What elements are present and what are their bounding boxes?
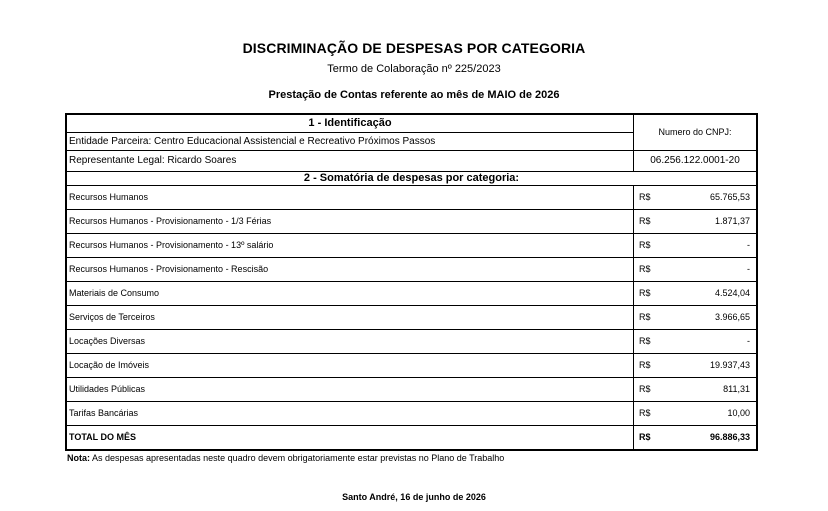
currency-symbol: R$ [639, 336, 651, 346]
identification-header: 1 - Identificação [66, 114, 634, 132]
expense-row [66, 353, 757, 377]
expense-category: Locação de Imóveis [66, 353, 634, 377]
expense-rows [66, 185, 757, 425]
expenses-table [65, 113, 758, 451]
document-title: DISCRIMINAÇÃO DE DESPESAS POR CATEGORIA [242, 40, 586, 56]
expense-amount-cell [634, 185, 758, 209]
expense-amount-cell [634, 209, 758, 233]
expense-category: Serviços de Terceiros [66, 305, 634, 329]
expense-value: 3.966,65 [714, 312, 750, 322]
cnpj-label: Numero do CNPJ: [634, 114, 758, 150]
expense-category: Recursos Humanos - Provisionamento - 1/3 Férias [66, 209, 634, 233]
expense-row [66, 281, 757, 305]
currency-symbol: R$ [639, 240, 651, 250]
expense-row [66, 233, 757, 257]
currency-symbol: R$ [639, 432, 651, 442]
note-text: As despesas apresentadas neste quadro devem obrigatoriamente estar previstas no Plano de Trabalho [92, 453, 505, 463]
expense-row [66, 329, 757, 353]
total-label: TOTAL DO MÊS [66, 425, 634, 450]
expense-row [66, 377, 757, 401]
reporting-period: Prestação de Contas referente ao mês de MAIO de 2026 [268, 89, 560, 101]
expense-row [66, 185, 757, 209]
expense-category: Utilidades Públicas [66, 377, 634, 401]
total-amount-cell [634, 425, 758, 450]
expense-amount-cell [634, 377, 758, 401]
currency-symbol: R$ [639, 216, 651, 226]
footnote [67, 453, 504, 463]
expense-amount-cell [634, 305, 758, 329]
total-value: 96.886,33 [709, 432, 750, 442]
expense-amount-cell [634, 329, 758, 353]
expense-category: Recursos Humanos - Provisionamento - Rescisão [66, 257, 634, 281]
expense-value: 1.871,37 [714, 216, 750, 226]
partner-entity: Entidade Parceira: Centro Educacional Assistencial e Recreativo Próximos Passos [66, 132, 634, 150]
expense-category: Recursos Humanos [66, 185, 634, 209]
expense-value: - [747, 336, 750, 346]
note-prefix: Nota: [67, 453, 90, 463]
expenses-header: 2 - Somatória de despesas por categoria: [66, 171, 757, 185]
expense-value: 4.524,04 [714, 288, 750, 298]
expense-row [66, 305, 757, 329]
expense-amount-cell [634, 401, 758, 425]
currency-symbol: R$ [639, 312, 651, 322]
expense-amount-cell [634, 281, 758, 305]
expense-value: 19.937,43 [709, 360, 750, 370]
currency-symbol: R$ [639, 384, 651, 394]
cnpj-value: 06.256.122.0001-20 [634, 150, 758, 171]
currency-symbol: R$ [639, 288, 651, 298]
expense-value: 10,00 [727, 408, 750, 418]
expense-row [66, 209, 757, 233]
legal-representative: Representante Legal: Ricardo Soares [66, 150, 634, 171]
expense-amount-cell [634, 233, 758, 257]
currency-symbol: R$ [639, 192, 651, 202]
currency-symbol: R$ [639, 360, 651, 370]
expense-amount-cell [634, 257, 758, 281]
expense-amount-cell [634, 353, 758, 377]
expense-category: Materiais de Consumo [66, 281, 634, 305]
expense-row [66, 257, 757, 281]
expense-value: - [747, 240, 750, 250]
expense-category: Recursos Humanos - Provisionamento - 13º salário [66, 233, 634, 257]
total-row [66, 425, 757, 450]
expense-value: 811,31 [723, 384, 750, 394]
currency-symbol: R$ [639, 264, 651, 274]
expense-value: - [747, 264, 750, 274]
expense-value: 65.765,53 [709, 192, 750, 202]
expense-category: Locações Diversas [66, 329, 634, 353]
agreement-number: Termo de Colaboração nº 225/2023 [327, 63, 501, 75]
expense-category: Tarifas Bancárias [66, 401, 634, 425]
signature-date: Santo André, 16 de junho de 2026 [342, 492, 486, 502]
expense-row [66, 401, 757, 425]
currency-symbol: R$ [639, 408, 651, 418]
